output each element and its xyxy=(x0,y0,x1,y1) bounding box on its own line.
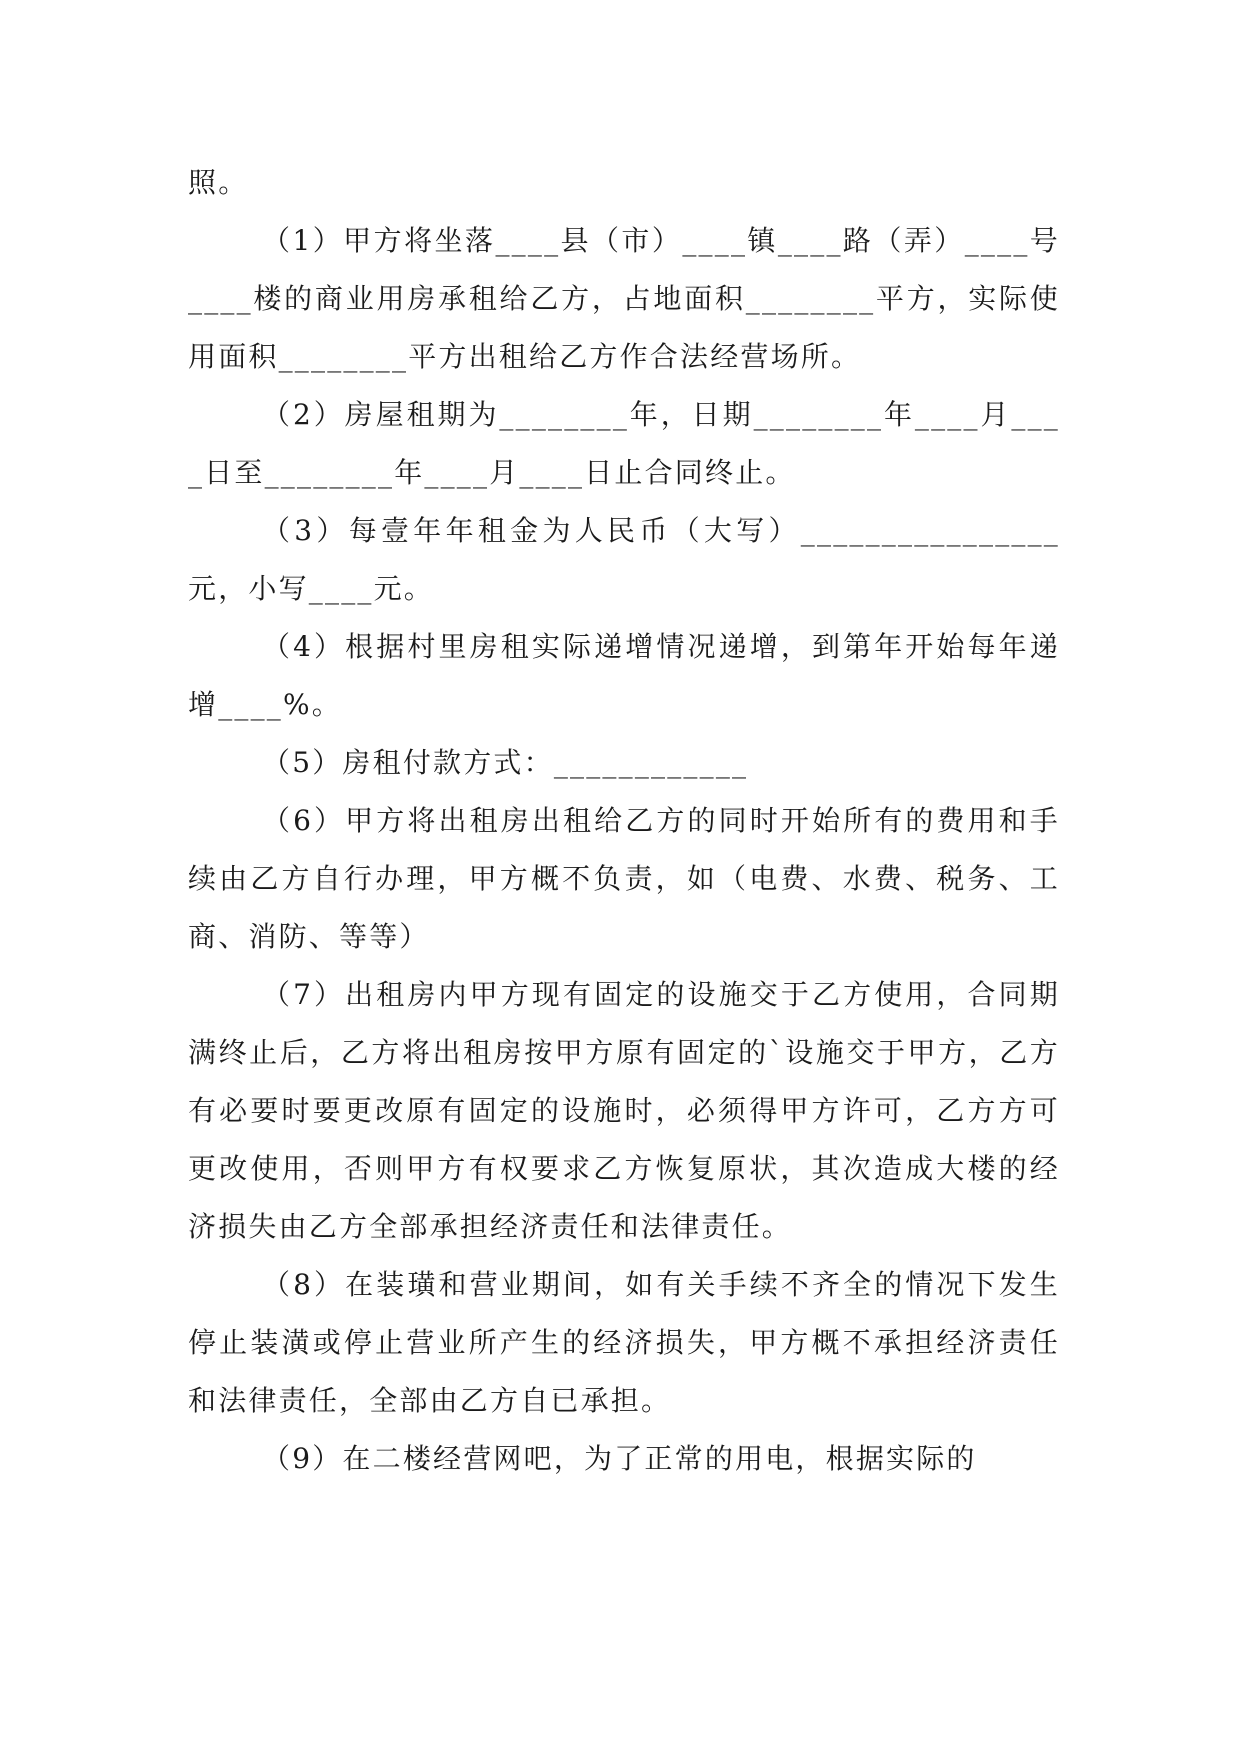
clause-5-payment-method: （5）房租付款方式：____________ xyxy=(262,746,749,779)
clause-4-rent-increase: （4）根据村里房租实际递增情况递增，到第年开始每年递增____%。 xyxy=(188,630,1060,721)
clause-3-annual-rent: （3）每壹年年租金为人民币（大写）________________元，小写____元。 xyxy=(188,514,1060,605)
clause-1-premises: （1）甲方将坐落____县（市）____镇____路（弄）____号____楼的商业用房承租给乙方，占地面积________平方，实际使用面积________平方出租给乙方作合法经营场所。 xyxy=(188,224,1060,373)
clause-9-internet-cafe: （9）在二楼经营网吧，为了正常的用电，根据实际的 xyxy=(262,1442,977,1475)
clause-8-renovation-losses: （8）在装璜和营业期间，如有关手续不齐全的情况下发生停止装潢或停止营业所产生的经济损失，甲方概不承担经济责任和法律责任，全部由乙方自已承担。 xyxy=(188,1268,1060,1417)
document-body xyxy=(188,154,1060,1488)
paragraph-continuation: 照。 xyxy=(188,166,249,199)
clause-7-fixtures: （7）出租房内甲方现有固定的设施交于乙方使用，合同期满终止后，乙方将出租房按甲方原有固定的`设施交于甲方，乙方有必要时要更改原有固定的设施时，必须得甲方许可，乙方方可更改使用，否则甲方有权要求乙方恢复原状，其次造成大楼的经济损失由乙方全部承担经济责任和法律责任。 xyxy=(188,978,1060,1243)
clause-2-lease-term: （2）房屋租期为________年，日期________年____月____日至________年____月____日止合同终止。 xyxy=(188,398,1060,489)
clause-6-fees-procedures: （6）甲方将出租房出租给乙方的同时开始所有的费用和手续由乙方自行办理，甲方概不负责，如（电费、水费、税务、工商、消防、等等） xyxy=(188,804,1060,953)
